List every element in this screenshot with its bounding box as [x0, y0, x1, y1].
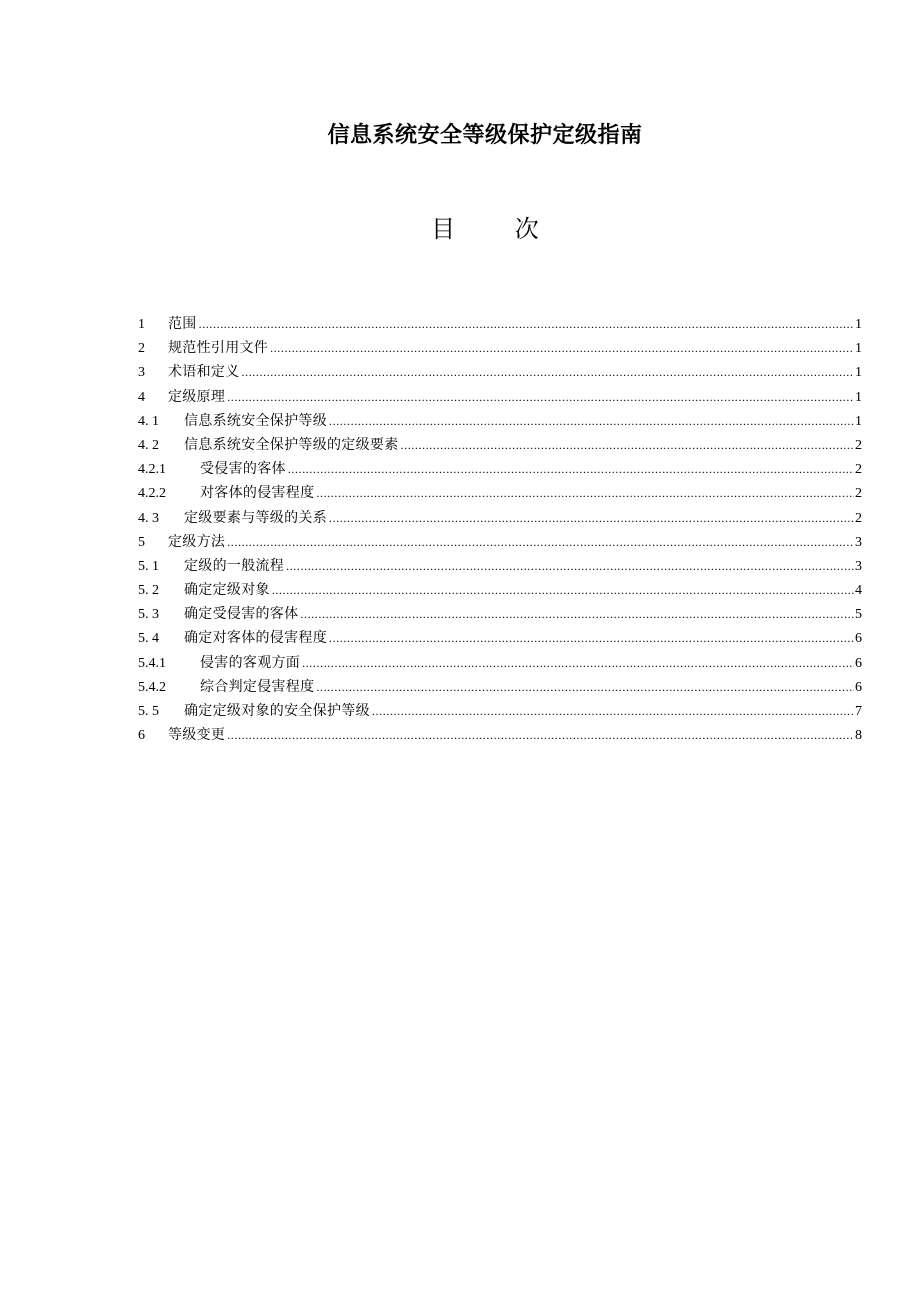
toc-dot-leader — [227, 723, 854, 747]
toc-entry[interactable] — [138, 602, 862, 626]
toc-entry-label: 信息系统安全保护等级的定级要素 — [184, 436, 399, 453]
toc-entry-page-number: 2 — [855, 462, 862, 478]
toc-entry-page-number: 4 — [855, 583, 862, 599]
toc-entry-page-number: 5 — [855, 607, 862, 623]
toc-dot-leader — [242, 360, 855, 384]
toc-entry-page-number: 1 — [855, 341, 862, 357]
toc-dot-leader — [227, 530, 854, 554]
toc-entry-label: 确定定级对象的安全保护等级 — [184, 703, 370, 719]
toc-entry-label: 术语和定义 — [168, 364, 240, 381]
toc-entry[interactable] — [138, 723, 862, 747]
toc-dot-leader — [401, 433, 855, 457]
toc-entry-label: 定级的一般流程 — [184, 557, 285, 574]
toc-entry-page-number: 1 — [855, 317, 862, 332]
toc-entry-number: 5. 5 — [138, 704, 159, 719]
toc-entry-number: 5.4.2 — [138, 679, 166, 695]
toc-entry[interactable] — [138, 409, 862, 433]
toc-entry-label: 确定定级对象 — [184, 582, 270, 599]
toc-entry-label: 综合判定侵害程度 — [200, 678, 315, 695]
toc-entry-number: 5. 3 — [138, 607, 159, 623]
toc-entry-page-number: 1 — [855, 413, 862, 429]
toc-entry-page-number: 1 — [855, 389, 862, 405]
toc-entry[interactable] — [138, 578, 862, 602]
toc-entry-number: 6 — [138, 728, 145, 744]
toc-entry[interactable] — [138, 457, 862, 481]
toc-entry-label: 确定受侵害的客体 — [184, 606, 299, 623]
toc-entry-number: 4. 1 — [138, 413, 159, 429]
toc-entry-label: 定级要素与等级的关系 — [184, 509, 327, 526]
toc-dot-leader — [302, 651, 854, 675]
toc-entry[interactable] — [138, 312, 862, 336]
toc-entry-number: 4.2.1 — [138, 462, 166, 478]
toc-entry[interactable] — [138, 385, 862, 409]
toc-entry-label: 等级变更 — [168, 727, 226, 744]
toc-entry-page-number: 1 — [855, 365, 862, 381]
toc-entry-page-number: 2 — [855, 486, 862, 502]
toc-entry-label: 对客体的侵害程度 — [200, 485, 315, 502]
toc-dot-leader — [227, 385, 854, 409]
toc-dot-leader — [300, 602, 854, 626]
toc-entry-page-number: 3 — [855, 534, 862, 550]
toc-dot-leader — [329, 506, 854, 530]
toc-heading: 目 次 — [431, 215, 565, 243]
toc-entry[interactable] — [138, 554, 862, 578]
toc-entry[interactable] — [138, 699, 862, 723]
toc-dot-leader — [272, 578, 854, 602]
toc-entry-page-number: 3 — [855, 558, 862, 574]
toc-entry-page-number: 2 — [855, 510, 862, 526]
toc-entry-number: 5.4.1 — [138, 655, 166, 671]
toc-entry-label: 信息系统安全保护等级 — [184, 412, 327, 429]
toc-entry-page-number: 6 — [855, 655, 862, 671]
toc-dot-leader — [286, 554, 854, 578]
toc-entry-number: 3 — [138, 365, 145, 381]
toc-dot-leader — [316, 675, 854, 699]
toc-entry-number: 2 — [138, 341, 145, 357]
toc-entry[interactable] — [138, 433, 862, 457]
toc-entry-label: 受侵害的客体 — [200, 461, 286, 478]
toc-entry[interactable] — [138, 506, 862, 530]
toc-dot-leader — [316, 481, 854, 505]
toc-entry[interactable] — [138, 675, 862, 699]
toc-entry-number: 5. 1 — [138, 558, 159, 574]
toc-dot-leader — [329, 409, 854, 433]
toc-entry-label: 定级原理 — [168, 388, 226, 405]
toc-entry-page-number: 7 — [855, 704, 862, 719]
toc-entry-number: 5. 4 — [138, 631, 159, 647]
toc-entry-page-number: 8 — [855, 728, 862, 744]
toc-entry-label: 定级方法 — [168, 533, 226, 550]
toc-dot-leader — [199, 312, 854, 336]
toc-dot-leader — [329, 626, 854, 650]
toc-entry-page-number: 2 — [855, 437, 862, 453]
toc-entry-number: 1 — [138, 317, 145, 332]
toc-entry-number: 5. 2 — [138, 583, 159, 599]
document-title: 信息系统安全等级保护定级指南 — [327, 123, 643, 148]
toc-entry[interactable] — [138, 336, 862, 360]
toc-entry[interactable] — [138, 651, 862, 675]
toc-entry-page-number: 6 — [855, 679, 862, 695]
toc-dot-leader — [288, 457, 854, 481]
toc-dot-leader — [372, 699, 854, 723]
toc-entry[interactable] — [138, 360, 862, 384]
toc-entry-label: 确定对客体的侵害程度 — [184, 630, 327, 647]
toc-entry-number: 4. 3 — [138, 510, 159, 526]
toc-entry-number: 4. 2 — [138, 437, 159, 453]
table-of-contents — [138, 312, 862, 747]
toc-entry[interactable] — [138, 530, 862, 554]
toc-entry-number: 4.2.2 — [138, 486, 166, 502]
toc-entry-label: 侵害的客观方面 — [200, 654, 301, 671]
toc-dot-leader — [270, 336, 854, 360]
toc-entry-number: 5 — [138, 534, 145, 550]
toc-entry[interactable] — [138, 626, 862, 650]
toc-entry-label: 规范性引用文件 — [168, 340, 269, 357]
toc-entry-number: 4 — [138, 389, 145, 405]
toc-entry-label: 范围 — [168, 316, 197, 332]
toc-entry-page-number: 6 — [855, 631, 862, 647]
toc-entry[interactable] — [138, 481, 862, 505]
